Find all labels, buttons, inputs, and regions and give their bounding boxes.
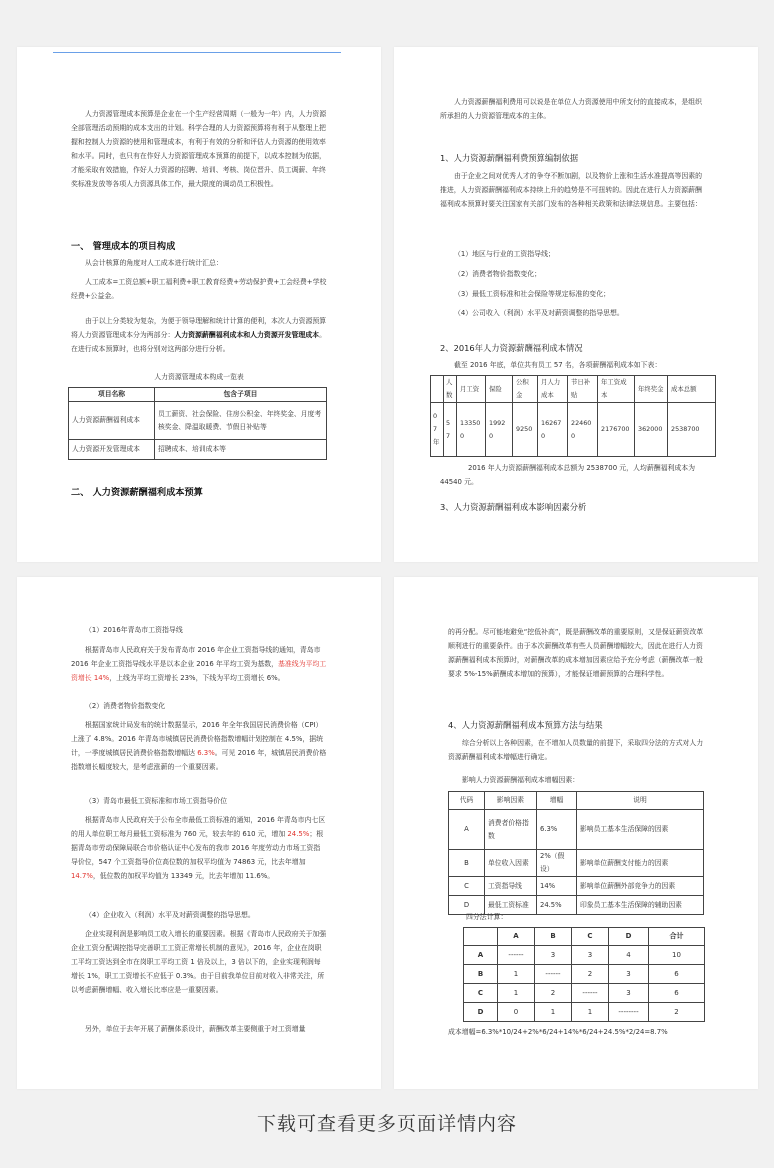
basis-item-4: （4）公司收入（利润）水平及对薪资调整的指导思想。 [454, 309, 624, 317]
factor-2-title: （2）消费者物价指数变化 [85, 702, 166, 710]
s3-title: 3、人力资源薪酬福利成本影响因素分析 [440, 502, 587, 512]
table-row: A 消费者价格指数 6.3% 影响员工基本生活保障的因素 [449, 810, 704, 850]
table-row: 人力资源开发管理成本 招聘成本、培训成本等 [69, 440, 327, 460]
basis-item-1: （1）地区与行业的工资指导线； [454, 250, 555, 258]
factor-3-title: （3）青岛市最低工资标准和市场工资指导价位 [85, 797, 228, 805]
table-row: 人力资源薪酬福利成本 员工薪资、社会保险、住房公积金、年终奖金、月度考核奖金、降温取暖费、节假日补贴等 [69, 402, 327, 440]
factor-table: 代码 影响因素 增幅 说明 A 消费者价格指数 6.3% 影响员工基本生活保障的因素 B 单位收入因素 2%（假设） 影响单位薪酬支付能力的因素 C 工资指导线 14% 影响单位薪酬外部竞争力的因素 D 最低工资标准 24.5% 印象员工基本生活保障的辅助因素 [448, 791, 704, 915]
table-row: D 0 1 1 -------- 2 [464, 1003, 705, 1022]
highlight-wage-guide: 14.7% [71, 872, 93, 880]
table-row: C 1 2 ------ 3 6 [464, 984, 705, 1003]
s1-paragraph: 由于企业之间对优秀人才的争夺不断加剧，以及物价上涨和生活水准提高等因素的推进，人力资源薪酬福利成本持续上升的趋势是不可扭转的。因此在进行人力资源薪酬福利成本预算时要关注国家有关部门发布的各种相关政策和法律法规信息。主要包括： [440, 172, 703, 208]
s1-title: 1、人力资源薪酬福利费预算编制依据 [440, 153, 579, 163]
quadrant-table: A B C D 合计 A ------ 3 3 4 10 B 1 ------ 2 3 6 C 1 2 ------ 3 6 D 0 1 1 -------- 2 [463, 927, 705, 1022]
document-page-3 [17, 577, 381, 1089]
factor-2-paragraph: 根据国家统计局发布的统计数据显示，2016 年全年我国居民消费价格（CPI）上涨了 4.8%。2016 年青岛市城镇居民消费价格指数增幅计划控制在 4.5%，据统计，一季度城镇居民消费价格指数增幅达 6.3%。可见 2016 年，城镇居民消费价格指数增长幅度较大，是考虑涨薪的一个重要因素。 [71, 721, 327, 771]
table-row: A ------ 3 3 4 10 [464, 946, 705, 965]
highlight-min-wage: 24.5% [287, 830, 310, 838]
table-title: 人力资源管理成本构成一览表 [154, 373, 244, 381]
intro-paragraph: 人力资源管理成本预算是企业在一个生产经营周期（一般为一年）内，人力资源全部管理活动预期的成本支出的计划。科学合理的人力资源预算将有利于从整理上把握和控制人力资源的使用和管理成本，有利于有效的分析和评估人力资源的使用效率和水平。同时，也只有在作好人力资源管理成本预算的前提下，以成本控制为依据，才能采取有效措施，作好人力资源的招聘、培训、考核、岗位晋升、员工调薪、年终奖标准发放等各项人力资源具体工作，最大限度的调动员工积极性。 [71, 110, 327, 188]
cost-table: 人数 月工资 保险 公积金 月人力成本 节日补贴 年工资成本 年终奖金 成本总额 07年 57 133500 19920 9250 162670 224600 2176700 362000 2538700 [430, 375, 716, 457]
factor-4-paragraph: 企业实现利润是影响员工收入增长的重要因素。根据《青岛市人民政府关于加强企业工资分配调控指导完善职工工资正常增长机制的意见》，2016 年，企业在岗职工平均工资达到全市在岗职工平均工资 1 倍及以上，3 倍以下的，企业实现利润每增长 1%，职工工资增长不应低于 0.3%。由于目前我单位目前对收入非常关注，所以考虑薪酬增幅、收入增长比率应是一重要因素。 [71, 930, 327, 994]
s2-paragraph: 截至 2016 年底，单位共有员工 57 名，各项薪酬福利成本如下表： [454, 361, 662, 369]
basis-item-3: （3）最低工资标准和社会保险等规定标准的变化； [454, 290, 610, 298]
factor-1-paragraph: 根据青岛市人民政府关于发布青岛市 2016 年企业工资指导线的通知，青岛市 2016 年企业工资指导线水平是以本企业 2016 年平均工资为基数，基准线为平均工资增长 14%，上线为平均工资增长 23%，下线为平均工资增长 6%。 [71, 646, 327, 682]
sec1-paragraph-3: 由于以上分类较为复杂，为便于领导理解和统计计算的便利，本次人力资源预算将人力资源管理成本分为两部分：人力资源薪酬福利成本和人力资源开发管理成本。在进行成本预算时，也将分别对这两部分进行分析。 [71, 317, 327, 353]
factor-1-title: （1）2016年青岛市工资指导线 [85, 626, 183, 634]
table-header: 包含子项目 [155, 388, 327, 402]
table-row: D 最低工资标准 24.5% 印象员工基本生活保障的辅助因素 [449, 896, 704, 915]
factor-4-title: （4）企业收入（利润）水平及对薪资调整的指导思想。 [85, 911, 255, 919]
sec1-paragraph-1: 从会计核算的角度对人工成本进行统计汇总： [85, 259, 223, 267]
result-formula: 成本增幅=6.3%*10/24+2%*6/24+14%*6/24+24.5%*2/24=8.7% [448, 1028, 668, 1036]
header-rule [53, 52, 341, 53]
factor-3-paragraph: 根据青岛市人民政府关于公布全市最低工资标准的通知，2016 年青岛市内七区的用人单位职工每月最低工资标准为 760 元，较去年的 610 元，增加 24.5%；根据青岛市劳动保障局联合市价格认证中心发布的我市 2016 年度劳动力市场工资指导价位，547 个工资指导价位高位数的加权平均值为 74863 元，比去年增加 14.7%，低位数的加权平均值为 13349 元，比去年增加 11.6%。 [71, 816, 326, 880]
table-row: 07年 57 133500 19920 9250 162670 224600 2176700 362000 2538700 [431, 403, 716, 457]
quad-table-title: 四分法计算： [466, 913, 508, 921]
download-more-caption: 下载可查看更多页面详情内容 [256, 1113, 517, 1135]
factor-table-title: 影响人力资源薪酬福利成本增幅因素： [462, 776, 580, 784]
continuation-paragraph: 的再分配。尽可能地避免“挖低补高”，既是薪酬改革的重要原则，又是保证薪资改革顺利进行的重要条件。由于本次薪酬改革有些人员薪酬增幅较大，因此在进行人力资源薪酬福利成本预算时，对薪酬改革的成本增加因素应给予充分考虑（薪酬改革一般要求 5%-15%薪酬成本增加的预算），才能保证增薪预算的合理科学性。 [448, 628, 704, 678]
section-1-title: 一、 管理成本的项目构成 [71, 241, 176, 252]
cost-structure-table [68, 387, 327, 460]
continuation-paragraph: 另外，单位于去年开展了薪酬体系设计，薪酬改革主要侧重于对工资增量 [85, 1025, 306, 1033]
document-page-1 [17, 47, 381, 562]
table-row: B 单位收入因素 2%（假设） 影响单位薪酬支付能力的因素 [449, 850, 704, 877]
table-row: C 工资指导线 14% 影响单位薪酬外部竞争力的因素 [449, 877, 704, 896]
s4-paragraph: 综合分析以上各种因素，在不增加人员数量的前提下，采取四分法的方式对人力资源薪酬福利成本增幅进行确定。 [448, 739, 704, 761]
table-row: B 1 ------ 2 3 6 [464, 965, 705, 984]
highlight-cpi: 6.3% [197, 749, 215, 757]
intro-paragraph: 人力资源薪酬福利费用可以说是在单位人力资源使用中所支付的直接成本，是组织所承担的人力资源管理成本的主体。 [440, 98, 703, 120]
basis-item-2: （2）消费者物价指数变化； [454, 270, 542, 278]
s2-summary: 2016 年人力资源薪酬福利成本总额为 2538700 元，人均薪酬福利成本为44540 元。 [440, 464, 696, 486]
s2-title: 2、2016年人力资源薪酬福利成本情况 [440, 343, 583, 353]
s4-title: 4、人力资源薪酬福利成本预算方法与结果 [448, 720, 603, 730]
highlight-baseline: 基准线为平均工资增长 14% [71, 660, 327, 682]
table-header: 项目名称 [69, 388, 155, 402]
document-page-2 [394, 47, 758, 562]
document-page-4 [394, 577, 758, 1089]
sec1-paragraph-2: 人工成本=工资总额+职工福利费+职工教育经费+劳动保护费+工会经费+学校经费+公益金。 [71, 278, 327, 300]
section-2-title: 二、 人力资源薪酬福利成本预算 [71, 487, 203, 498]
highlighted-cost-parts: 人力资源薪酬福利成本和人力资源开发管理成本 [174, 331, 320, 339]
